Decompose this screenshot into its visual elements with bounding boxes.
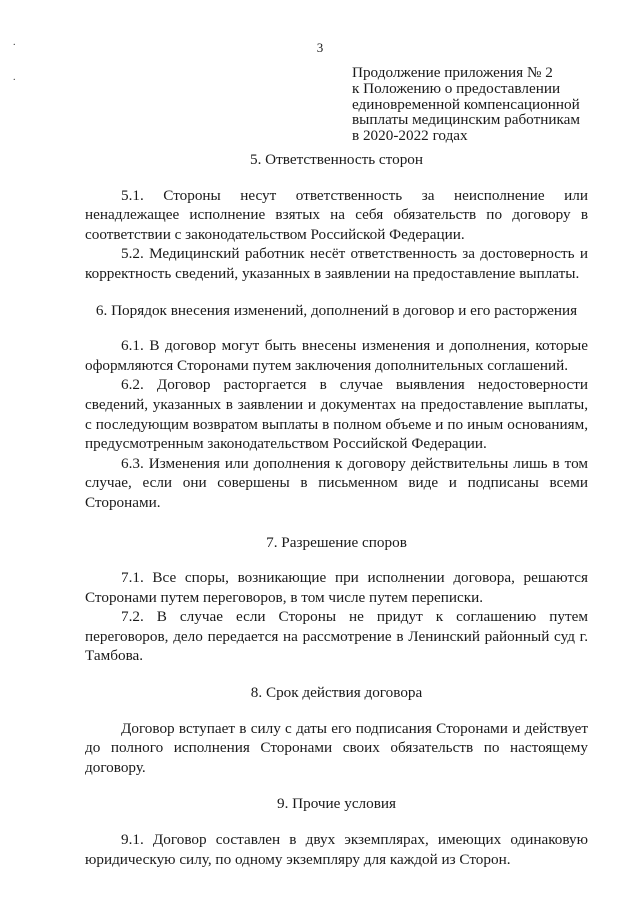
annex-line: Продолжение приложения № 2 — [352, 64, 553, 81]
scan-mark: . — [13, 72, 16, 83]
annex-line: выплаты медицинским работникам — [352, 111, 580, 129]
section-heading: 6. Порядок внесения изменений, дополнений в договор и его расторжения — [95, 301, 578, 319]
document-body — [85, 150, 588, 869]
paragraph: 9.1. Договор составлен в двух экземплярах, имеющих одинаковую юридическую силу, по одному экземпляру для каждой из Сторон. — [85, 831, 588, 868]
annex-line: единовременной компенсационной — [352, 95, 580, 113]
scan-mark: . — [13, 37, 16, 48]
page-number: 3 — [316, 40, 324, 55]
paragraph: 6.1. В договор могут быть внесены изменения и дополнения, которые оформляются Сторонами путем заключения дополнительных соглашений. — [85, 337, 588, 374]
paragraph: 7.1. Все споры, возникающие при исполнении договора, решаются Сторонами путем переговоров, в том числе путем переписки. — [85, 569, 588, 606]
paragraph: 6.2. Договор расторгается в случае выявления недостоверности сведений, указанных в заявлении и документах на предоставление выплаты, с последующим возвратом выплаты в полном объеме и по иным основаниям, предусмотренным законодательством Российской Федерации. — [85, 376, 588, 453]
annex-line: к Положению о предоставлении — [352, 79, 561, 97]
paragraph: 5.1. Стороны несут ответственность за неисполнение или ненадлежащее исполнение взятых на себя обязательств по договору в соответствии с законодательством Российской Федерации. — [85, 186, 588, 243]
paragraph: 6.3. Изменения или дополнения к договору действительны лишь в том случае, если они совершены в письменном виде и подписаны всеми Сторонами. — [85, 454, 588, 511]
paragraph: 5.2. Медицинский работник несёт ответственность за достоверность и корректность сведений, указанных в заявлении на предоставление выплаты. — [85, 245, 588, 282]
paragraph: 7.2. В случае если Стороны не придут к соглашению путем переговоров, дело передается на рассмотрение в Ленинский районный суд г. Тамбова. — [85, 608, 588, 665]
paragraph: Договор вступает в силу с даты его подписания Сторонами и действует до полного исполнения Сторонами своих обязательств по настоящему договору. — [85, 719, 588, 776]
section-heading: 8. Срок действия договора — [250, 684, 423, 702]
section-heading: 7. Разрешение споров — [266, 533, 407, 551]
section-heading: 5. Ответственность сторон — [249, 151, 424, 168]
section-heading: 9. Прочие условия — [276, 795, 397, 813]
annex-header — [352, 65, 632, 144]
annex-line: в 2020-2022 годах — [352, 127, 468, 145]
